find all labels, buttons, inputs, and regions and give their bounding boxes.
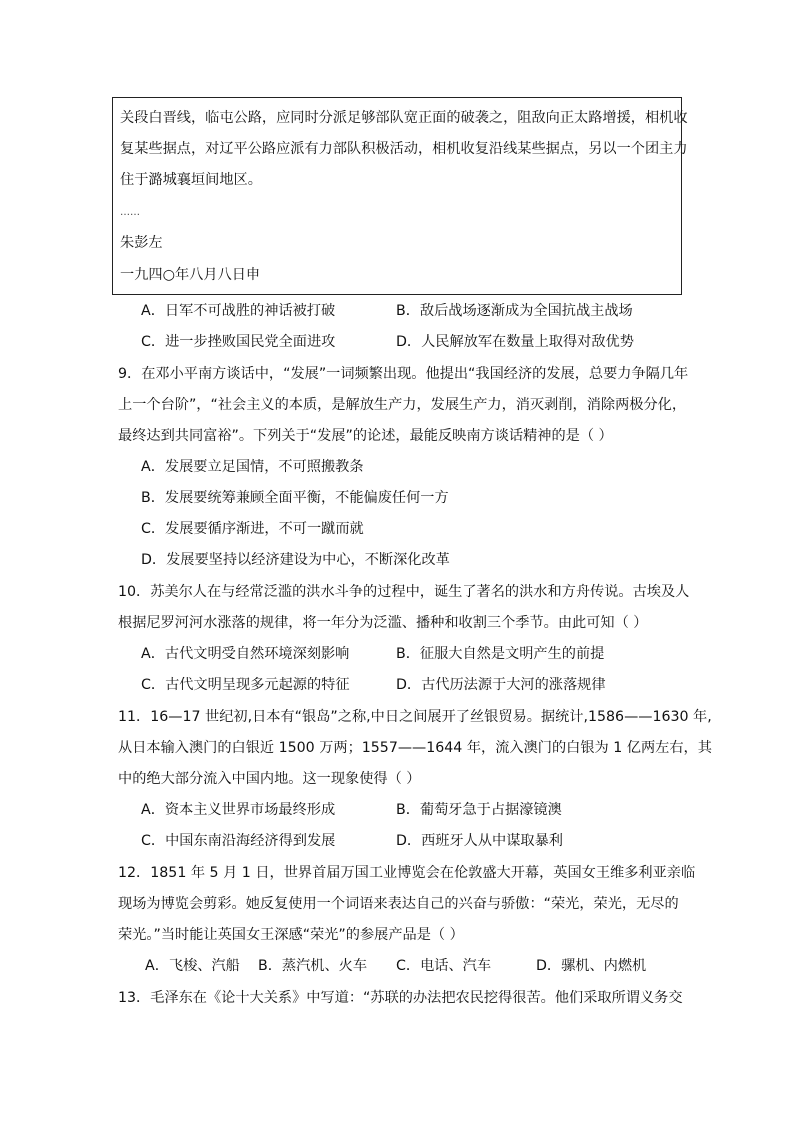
- q8-option-a: A．日军不可战胜的神话被打破: [141, 303, 336, 319]
- q9-stem-line: 9．在邓小平南方谈话中，“发展”一词频繁出现。他提出“我国经济的发展，总要力争隔几年: [118, 366, 689, 382]
- quote-box: [112, 97, 688, 295]
- q12-option-d: D．骡机、内燃机: [536, 958, 647, 974]
- q10-option-a: A．古代文明受自然环境深刻影响: [141, 646, 350, 662]
- quote-line: 复某些据点，对辽平公路应派有力部队积极活动，相机收复沿线某些据点，另以一个团主力: [120, 141, 688, 157]
- q9-option-c: C．发展要循序渐进，不可一蹴而就: [141, 521, 364, 537]
- q9-option-b: B．发展要统筹兼顾全面平衡，不能偏废任何一方: [141, 490, 449, 506]
- q9-stem-line: 最终达到共同富裕”。下列关于“发展”的论述，最能反映南方谈话精神的是（ ）: [118, 428, 613, 444]
- quote-ellipsis: ……: [120, 207, 140, 218]
- q11-stem-line: 中的绝大部分流入中国内地。这一现象使得（ ）: [118, 771, 421, 787]
- q8-option-d: D．人民解放军在数量上取得对敌优势: [396, 334, 634, 350]
- q13-stem-line: 13．毛泽东在《论十大关系》中写道：“苏联的办法把农民挖得很苦。他们采取所谓义务交: [118, 990, 683, 1006]
- q11-option-c: C．中国东南沿海经济得到发展: [141, 833, 336, 849]
- q8-option-b: B．敌后战场逐渐成为全国抗战主战场: [396, 303, 633, 319]
- q12-stem-line: 现场为博览会剪彩。她反复使用一个词语来表达自己的兴奋与骄傲：“荣光，荣光，无尽的: [118, 896, 679, 912]
- q11-option-a: A．资本主义世界市场最终形成: [141, 802, 336, 818]
- q8-option-c: C．进一步挫败国民党全面进攻: [141, 334, 336, 350]
- quote-line: 住于潞城襄垣间地区。: [120, 172, 262, 188]
- quote-line: 关段白晋线，临屯公路，应同时分派足够部队宽正面的破袭之，阻敌向正太路增援，相机收: [120, 110, 688, 126]
- q11-stem-line: 11．16—17 世纪初,日本有“银岛”之称,中日之间展开了丝银贸易。据统计,1586——1630 年,: [118, 709, 712, 725]
- q10-option-c: C．古代文明呈现多元起源的特征: [141, 677, 350, 693]
- q10-stem-line: 根据尼罗河河水涨落的规律，将一年分为泛滥、播种和收割三个季节。由此可知（ ）: [118, 615, 648, 631]
- q10-option-b: B．征服大自然是文明产生的前提: [396, 646, 605, 662]
- q12-option-b: B．蒸汽机、火车: [258, 958, 368, 974]
- q11-option-b: B．葡萄牙急于占据濠镜澳: [396, 802, 562, 818]
- q12-option-c: C．电话、汽车: [396, 958, 492, 974]
- q12-stem-line: 荣光。”当时能让英国女王深感“荣光”的参展产品是（ ）: [118, 927, 464, 943]
- q10-option-d: D．古代历法源于大河的涨落规律: [396, 677, 606, 693]
- q9-option-d: D．发展要坚持以经济建设为中心，不断深化改革: [141, 552, 450, 568]
- q10-stem-line: 10．苏美尔人在与经常泛滥的洪水斗争的过程中，诞生了著名的洪水和方舟传说。古埃及人: [118, 584, 690, 600]
- q9-option-a: A．发展要立足国情，不可照搬教条: [141, 459, 364, 475]
- quote-date: 一九四○年八月八日申: [120, 267, 261, 283]
- quote-signature: 朱彭左: [120, 235, 163, 251]
- q12-stem-line: 12．1851 年 5 月 1 日，世界首届万国工业博览会在伦敦盛大开幕，英国女王维多利亚亲临: [118, 865, 696, 881]
- q12-option-a: A．飞梭、汽船: [145, 958, 240, 974]
- q11-option-d: D．西班牙人从中谋取暴利: [396, 833, 563, 849]
- q9-stem-line: 上一个台阶”，“社会主义的本质，是解放生产力，发展生产力，消灭剥削，消除两极分化，: [118, 397, 687, 413]
- q11-stem-line: 从日本输入澳门的白银近 1500 万两；1557——1644 年，流入澳门的白银为 1 亿两左右，其: [118, 740, 712, 756]
